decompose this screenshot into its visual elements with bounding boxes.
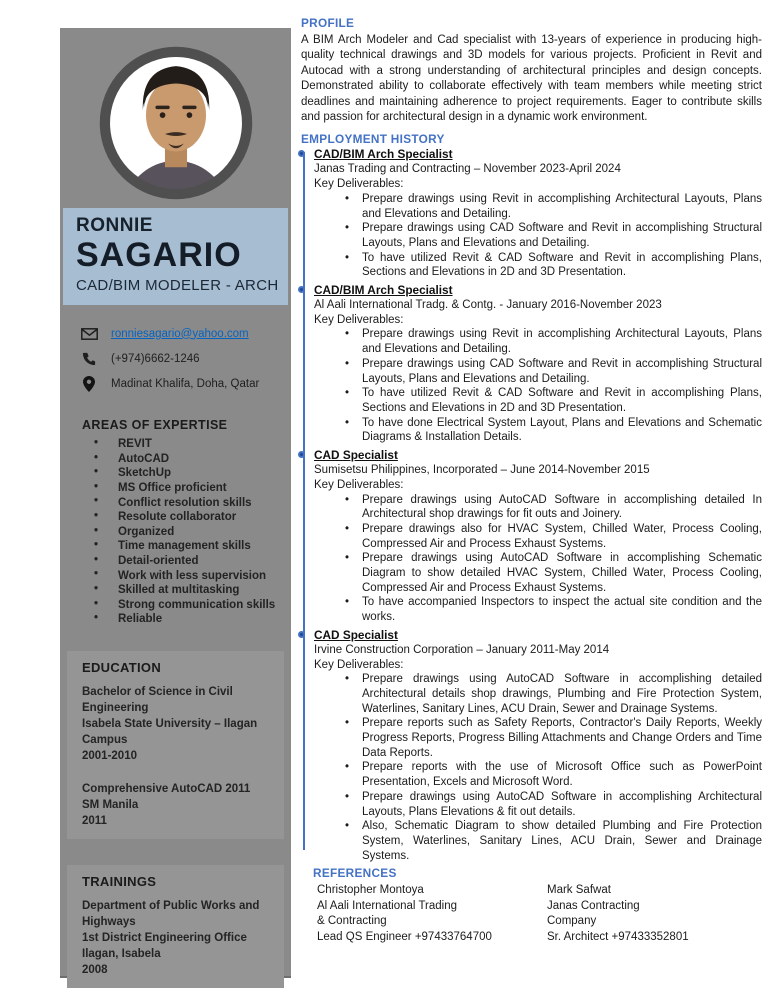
envelope-icon (80, 328, 98, 340)
job-company-dates: Sumisetsu Philippines, Incorporated – June 2014-November 2015 (314, 464, 650, 477)
job-entry (314, 147, 762, 280)
job-bullet: • To have done Electrical System Layout, Plans and Elevations and Schematic Diagrams & Installation Details. (344, 416, 762, 445)
reference-entry (547, 883, 689, 945)
training-line: 2008 (82, 963, 108, 976)
expertise-item: • Resolute collaborator (82, 510, 291, 525)
job-entry (314, 628, 762, 864)
education-years: 2001-2010 (82, 749, 137, 762)
references-heading: REFERENCES (313, 866, 397, 881)
job-bullet: • To have utilized Revit & CAD Software and Revit in accomplishing Plans, Sections and Elevations in 2D and 3D Presentation. (344, 251, 762, 280)
first-name: RONNIE (76, 215, 153, 236)
education-entry (82, 781, 278, 829)
job-bullet: • Prepare drawings using AutoCAD Software in accomplishing Schematic Diagram to show detailed HVAC System, Chilled Water, Process Cooling, Compressed Air and Process Exhaust Systems. (344, 551, 762, 595)
expertise-item: • MS Office proficient (82, 481, 291, 496)
trainings-heading: TRAININGS (82, 873, 157, 889)
references-section (301, 866, 762, 945)
expertise-heading: AREAS OF EXPERTISE (82, 418, 228, 432)
job-title: CAD/BIM Arch Specialist (314, 283, 453, 298)
job-bullet: • Prepare drawings also for HVAC System, Chilled Water, Process Cooling, Compressed Air and Process Exhaust Systems. (344, 522, 762, 551)
expertise-list (82, 437, 291, 627)
phone-icon (80, 352, 98, 366)
expertise-item: • REVIT (82, 437, 291, 452)
expertise-item: • SketchUp (82, 466, 291, 481)
training-line: Ilagan, Isabela (82, 947, 161, 960)
profile-text: A BIM Arch Modeler and Cad specialist with 13-years of experience in producing high-quality technical drawings and 3D models for various projects. Proficient in Revit and Autocad with a strong understanding of architectural principles and design concepts. Demonstrated ability to collaborate effectively with team members while meeting strict deadlines and maintaining adherence to project requirements. Eager to contribute skills and passion for architectural design in a dynamic work environment. (301, 34, 762, 124)
education-degree: Comprehensive AutoCAD 2011 (82, 782, 251, 795)
education-heading: EDUCATION (82, 659, 162, 675)
key-deliverables-label: Key Deliverables: (314, 478, 404, 491)
job-bullet: • Prepare drawings using CAD Software and Revit in accomplishing Structural Layouts, Plans and Elevations and Detailing. (344, 357, 762, 386)
education-entry (82, 684, 278, 764)
trainings-section (67, 865, 284, 988)
key-deliverables-label: Key Deliverables: (314, 313, 404, 326)
main-content (301, 16, 762, 945)
timeline-dot-icon (298, 286, 305, 293)
reference-company: Al Aali International Trading (317, 899, 458, 912)
job-bullet: • Prepare reports with the use of Microsoft Office such as PowerPoint Presentation, Excels and Microsoft Word. (344, 760, 762, 789)
job-bullet-list (314, 672, 762, 863)
timeline-dot-icon (298, 631, 305, 638)
job-entry (314, 283, 762, 445)
contact-location-row (80, 375, 291, 392)
reference-entry (313, 883, 547, 945)
job-company-dates: Irvine Construction Corporation – January 2011-May 2014 (314, 643, 610, 656)
job-bullet: • Prepare reports such as Safety Reports, Contractor's Daily Reports, Weekly Progress Reports, Progress Billing Attachments and Change Orders and Time Data Reports. (344, 716, 762, 760)
contact-email-row (80, 325, 291, 342)
timeline-line (303, 152, 305, 850)
expertise-item: • AutoCAD (82, 452, 291, 467)
contact-phone-row (80, 350, 291, 367)
expertise-item: • Work with less supervision (82, 568, 291, 583)
education-degree: Bachelor of Science in Civil Engineering (82, 685, 233, 714)
reference-name: Christopher Montoya (317, 884, 424, 897)
job-title: CAD Specialist (314, 448, 398, 463)
reference-name: Mark Safwat (547, 884, 611, 897)
job-title: CAD Specialist (314, 627, 398, 642)
reference-company: Janas Contracting (547, 899, 640, 912)
job-bullet: • To have utilized Revit & CAD Software and Revit in accomplishing Plans, Sections and Elevations in 2D and 3D Presentation. (344, 386, 762, 415)
education-school: Isabela State University – Ilagan Campus (82, 717, 258, 746)
job-title: CAD/BIM Arch Specialist (314, 147, 453, 162)
jobs-list (301, 147, 762, 863)
employment-history-section (301, 132, 762, 863)
location-text: Madinat Khalifa, Doha, Qatar (111, 377, 260, 390)
job-bullet: • Prepare drawings using Revit in accomplishing Architectural Layouts, Plans and Elevations and Detailing. (344, 192, 762, 221)
key-deliverables-label: Key Deliverables: (314, 658, 404, 671)
reference-company: Company (547, 915, 597, 928)
job-company-dates: Janas Trading and Contracting – November 2023-April 2024 (314, 163, 621, 176)
phone-number: (+974)6662-1246 (111, 352, 200, 365)
location-pin-icon (80, 376, 98, 392)
job-bullet: • Prepare drawings using Revit in accomplishing Architectural Layouts, Plans and Elevations and Detailing. (344, 327, 762, 356)
job-bullet-list (314, 493, 762, 625)
job-bullet: • Prepare drawings using AutoCAD Software in accomplishing Architectural Layouts, Plans Elevations & fit out details. (344, 790, 762, 819)
job-bullet: • Prepare drawings using AutoCAD Software in accomplishing detailed In Architectural shop drawings for fit outs and Joinery. (344, 493, 762, 522)
last-name: SAGARIO (76, 236, 242, 274)
training-line: Department of Public Works and Highways (82, 899, 260, 928)
expertise-item: • Detail-oriented (82, 554, 291, 569)
profile-heading: PROFILE (301, 16, 355, 30)
profile-section (301, 16, 762, 125)
key-deliverables-label: Key Deliverables: (314, 178, 404, 191)
education-years: 2011 (82, 814, 107, 827)
job-role-title: CAD/BIM MODELER - ARCH (76, 277, 279, 294)
job-bullet: • To have accompanied Inspectors to inspect the actual site condition and the works. (344, 595, 762, 624)
areas-of-expertise-section (82, 418, 291, 627)
expertise-item: • Reliable (82, 612, 291, 627)
email-link[interactable]: ronniesagario@yahoo.com (111, 327, 249, 340)
reference-company: & Contracting (317, 915, 387, 928)
expertise-item: • Time management skills (82, 539, 291, 554)
employment-heading: EMPLOYMENT HISTORY (301, 132, 445, 147)
expertise-item: • Strong communication skills (82, 598, 291, 613)
training-line: 1st District Engineering Office (82, 931, 247, 944)
sidebar (60, 28, 291, 978)
expertise-item: • Skilled at multitasking (82, 583, 291, 598)
name-block (63, 208, 288, 305)
reference-title-phone: Sr. Architect +97433352801 (547, 930, 689, 943)
job-bullet: • Prepare drawings using CAD Software and Revit in accomplishing Structural Layouts, Plans and Elevations and Detailing. (344, 221, 762, 250)
job-bullet-list (314, 327, 762, 445)
reference-title-phone: Lead QS Engineer +97433764700 (317, 930, 492, 943)
job-bullet: • Prepare drawings using AutoCAD Software in accomplishing detailed Architectural details shop drawings, Plumbing and Fire Protection System, Waterlines, Sanitary Lines, ACU Drain, Sewer and Drainage Systems. (344, 672, 762, 716)
avatar (97, 44, 255, 202)
education-school: SM Manila (82, 798, 139, 811)
contact-block (80, 325, 291, 392)
job-bullet: • Also, Schematic Diagram to show detailed Plumbing and Fire Protection System, Waterlines, Sanitary Lines, ACU Drain, Sewer and Drainage Systems. (344, 819, 762, 863)
expertise-item: • Conflict resolution skills (82, 495, 291, 510)
education-section (67, 651, 284, 839)
expertise-item: • Organized (82, 525, 291, 540)
job-entry (314, 448, 762, 625)
profile-photo (97, 44, 255, 202)
job-company-dates: Al Aali International Tradg. & Contg. - January 2016-November 2023 (314, 299, 662, 312)
references-columns (313, 883, 762, 945)
job-bullet-list (314, 192, 762, 280)
